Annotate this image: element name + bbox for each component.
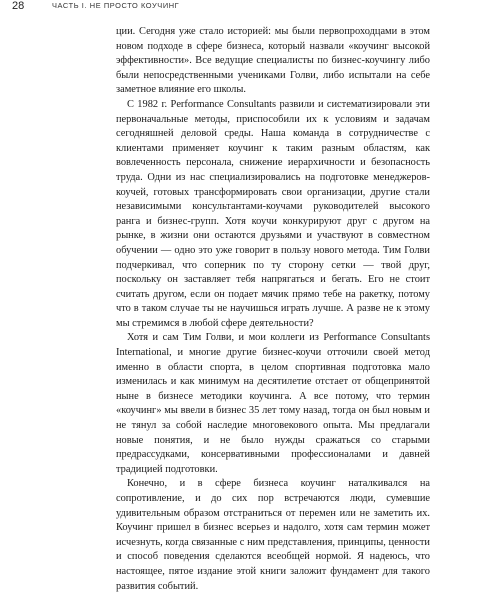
paragraph: ции. Сегодня уже стало историей: мы были первопроходцами в этом новом подходе в сфере бизнеса, который назвали «коучинг высокой эффективности». Все ведущие специалисты по бизнес-коучингу либо были непосредственными учениками Голви, либо испытали на себе заметное влияние его школы. xyxy=(116,26,430,96)
paragraph: Хотя и сам Тим Голви, и мои коллеги из Performance Consultants International, и многие другие бизнес-коучи отточили своей метод именно в области спорта, в целом спортивная подготовка мало изменилась и как минимум на десятилетие отстает от общепринятой ныне в бизнесе методики коучинга. А все потому, что термин «коучинг» мы ввели в бизнес 35 лет тому назад, тогда он был новым и не тянул за собой наследие многовекового опыта. Мы предлагали новые понятия, и не было нужды сражаться со старыми предрассудками, консервативными профессионалами и давней традицией подготовки. xyxy=(116,332,430,475)
running-head: ЧАСТЬ I. НЕ ПРОСТО КОУЧИНГ xyxy=(52,1,180,10)
body-text xyxy=(116,25,430,594)
page-header xyxy=(0,0,500,14)
paragraph: С 1982 г. Performance Consultants развили и систематизировали эти первоначальные методы, приспособили их к условиям и задачам сегодняшней деловой среды. Наша команда в сотрудничестве с клиентами применяет коучинг к таким разным областям, как вовлеченность персонала, снижение иерархичности и безопасность труда. Одни из нас специализировались на подготовке менеджеров-коучей, готовых трансформировать свои организации, другие стали независимыми консультантами-коучами руководителей высокого ранга и бизнес-групп. Хотя коучи конкурируют друг с другом на рынке, в жизни они остаются друзьями и участвуют в совместном обучении — одно это уже говорит в пользу нового метода. Тим Голви подчеркивал, что соперник по ту сторону сетки — твой друг, поскольку он заставляет тебя напрягаться и бегать. Его не стоит считать другом, если он подает мячик прямо тебе на ракетку, потому что в таком случае ты не научишься играть лучше. А разве не к этому мы стремимся в любой сфере деятельности? xyxy=(116,98,430,329)
paragraph: Конечно, и в сфере бизнеса коучинг наталкивался на сопротивление, и до сих пор встречаются люди, сумевшие удивительным образом отстраниться от перемен или не заметить их. Коучинг пришел в бизнес всерьез и надолго, хотя сам термин может исчезнуть, когда связанные с ним представления, принципы, ценности и способ поведения сделаются всеобщей нормой. Я надеюсь, что настоящее, пятое издание этой книги заложит фундамент для такого развития событий. xyxy=(116,478,430,592)
page-number: 28 xyxy=(12,0,25,12)
